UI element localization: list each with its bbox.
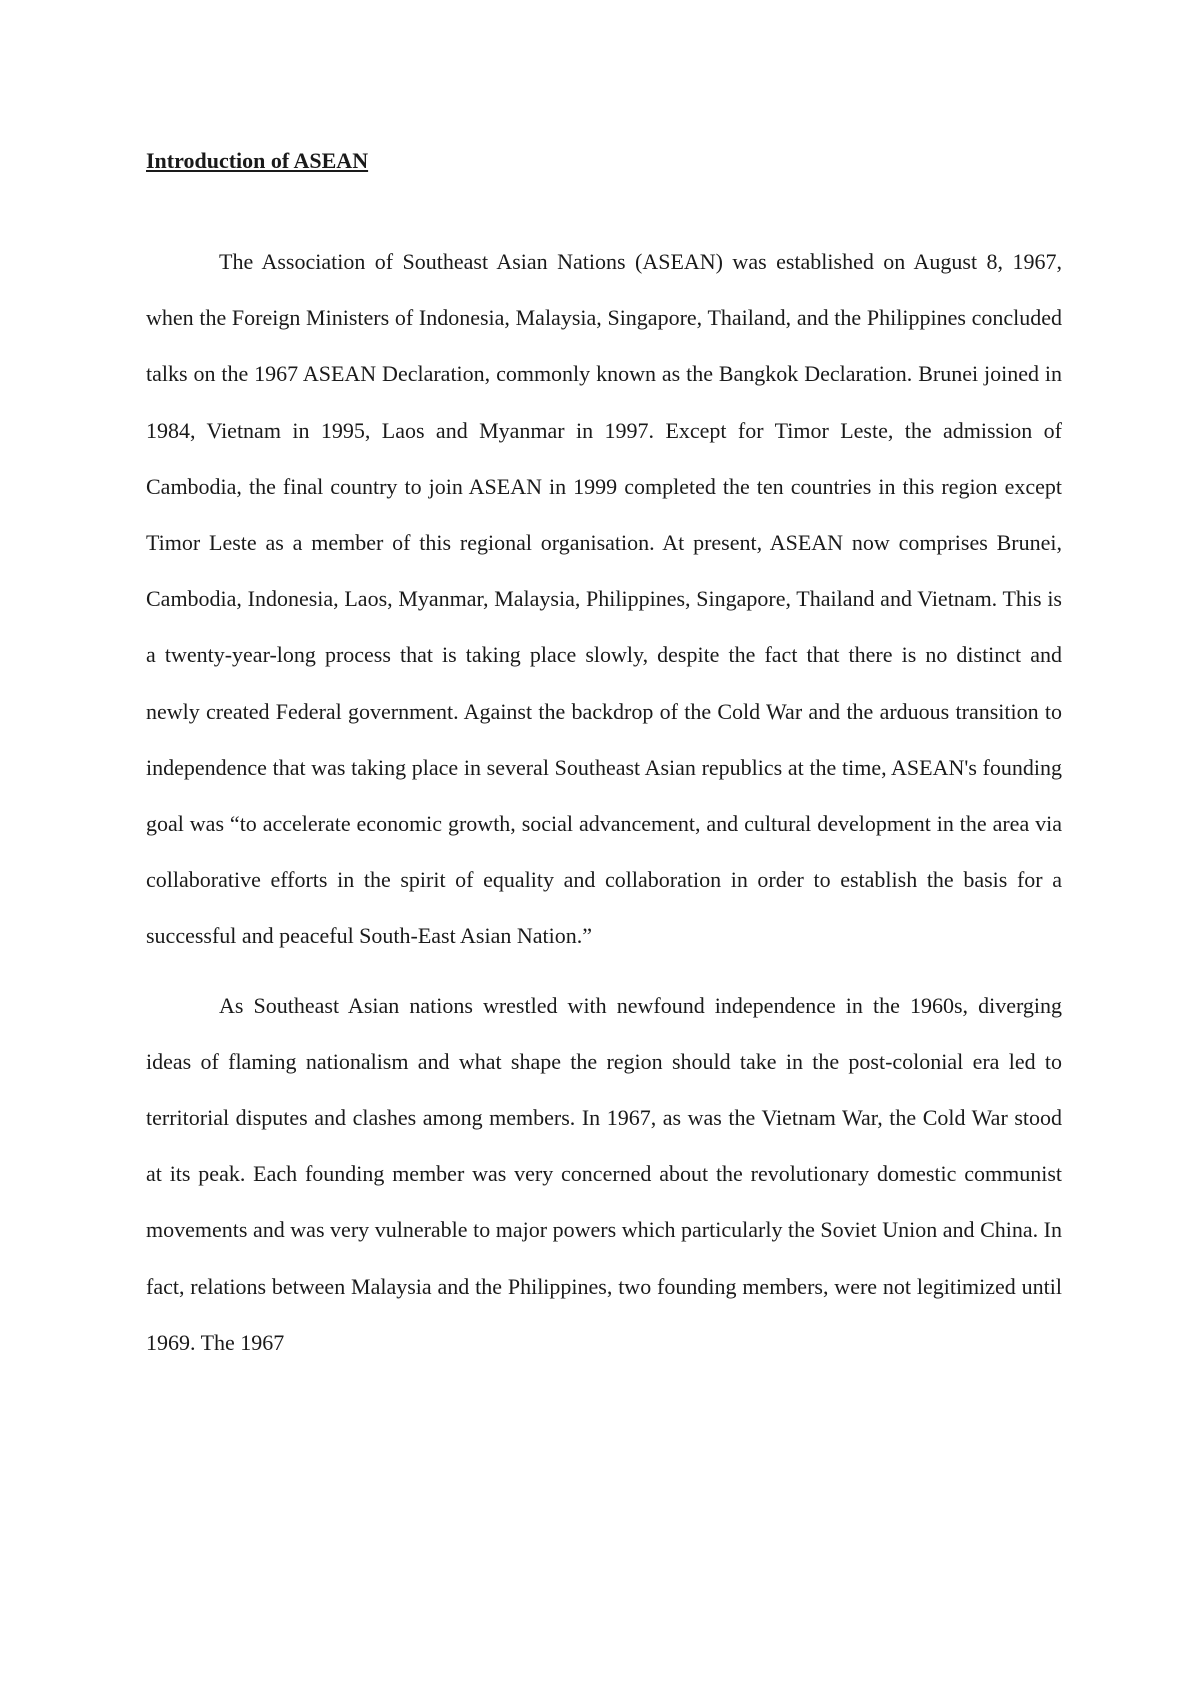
paragraph-1: The Association of Southeast Asian Nations (ASEAN) was established on August 8, 1967, when the Foreign Ministers of Indonesia, Malaysia, Singapore, Thailand, and the Philippines concluded talks on the 1967 ASEAN Declaration, commonly known as the Bangkok Declaration. Brunei joined in 1984, Vietnam in 1995, Laos and Myanmar in 1997. Except for Timor Leste, the admission of Cambodia, the final country to join ASEAN in 1999 completed the ten countries in this region except Timor Leste as a member of this regional organisation. At present, ASEAN now comprises Brunei, Cambodia, Indonesia, Laos, Myanmar, Malaysia, Philippines, Singapore, Thailand and Vietnam. This is a twenty-year-long process that is taking place slowly, despite the fact that there is no distinct and newly created Federal government. Against the backdrop of the Cold War and the arduous transition to independence that was taking place in several Southeast Asian republics at the time, ASEAN's founding goal was “to accelerate economic growth, social advancement, and cultural development in the area via collaborative efforts in the spirit of equality and collaboration in order to establish the basis for a successful and peaceful South-East Asian Nation.” xyxy=(146,249,1062,949)
paragraph-2: As Southeast Asian nations wrestled with newfound independence in the 1960s, diverging ideas of flaming nationalism and what shape the region should take in the post-colonial era led to territorial disputes and clashes among members. In 1967, as was the Vietnam War, the Cold War stood at its peak. Each founding member was very concerned about the revolutionary domestic communist movements and was very vulnerable to major powers which particularly the Soviet Union and China. In fact, relations between Malaysia and the Philippines, two founding members, were not legitimized until 1969. The 1967 xyxy=(146,992,1062,1355)
section-heading: Introduction of ASEAN xyxy=(146,148,369,173)
